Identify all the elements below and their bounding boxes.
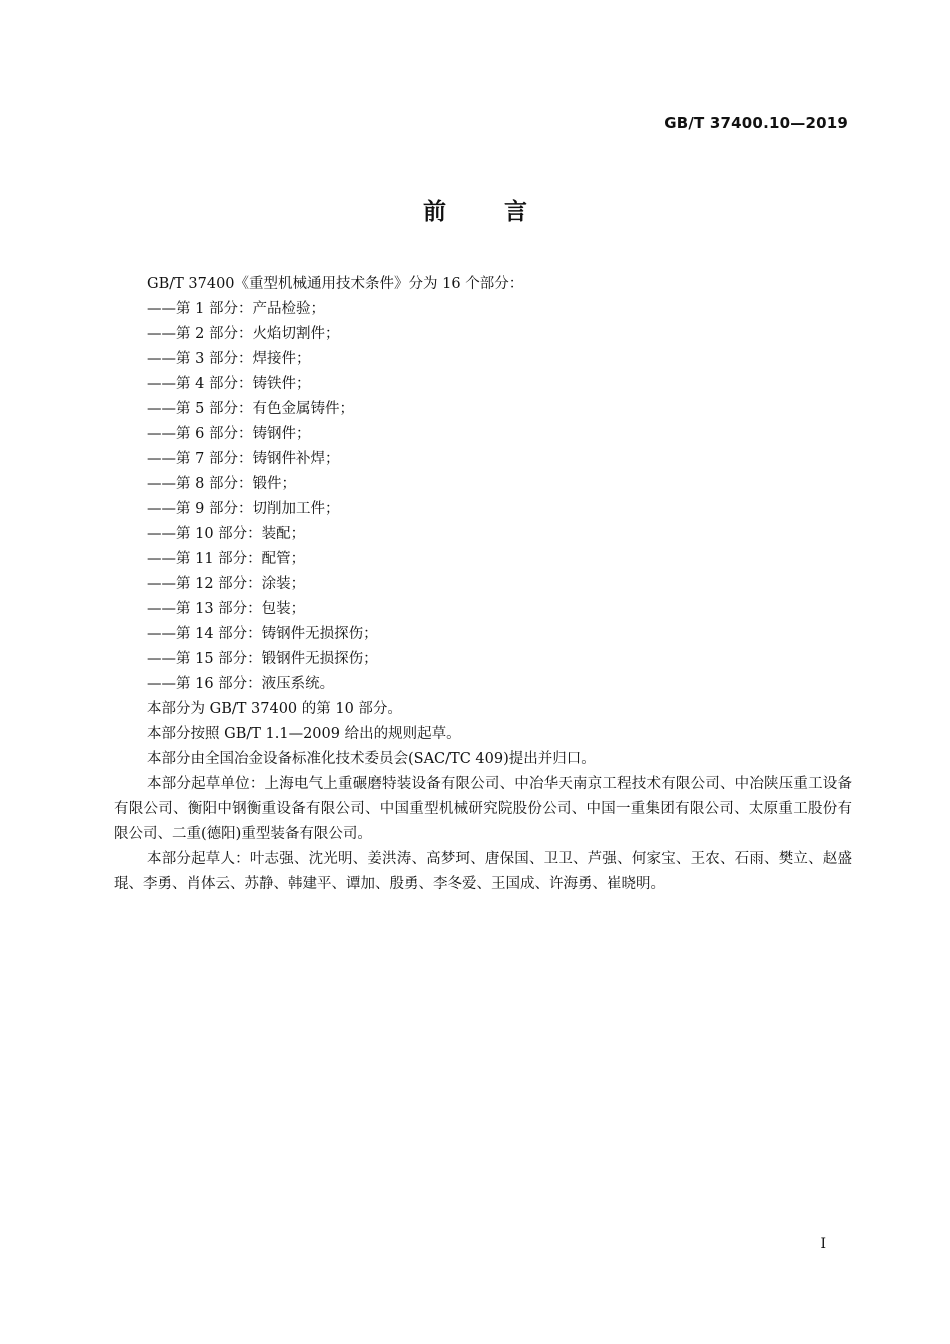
parts-list	[114, 297, 852, 697]
list-item: ——第 16 部分：液压系统。	[147, 676, 335, 692]
list-item: ——第 11 部分：配管；	[147, 551, 306, 567]
list-item: ——第 12 部分：涂装；	[147, 576, 306, 592]
intro-paragraph: GB/T 37400《重型机械通用技术条件》分为 16 个部分：	[147, 276, 524, 292]
list-item: ——第 15 部分：锻钢件无损探伤；	[147, 651, 378, 667]
drafting-units-paragraph: 本部分起草单位：上海电气上重碾磨特装设备有限公司、中冶华天南京工程技术有限公司、中冶陕压重工设备有限公司、衡阳中钢衡重设备有限公司、中国重型机械研究院股份公司、中国一重集团有限公司、太原重工股份有限公司、二重(德阳)重型装备有限公司。	[114, 776, 852, 842]
list-item: ——第 7 部分：铸钢件补焊；	[147, 451, 340, 467]
list-item: ——第 9 部分：切削加工件；	[147, 501, 340, 517]
list-item: ——第 14 部分：铸钢件无损探伤；	[147, 626, 378, 642]
part-of-statement: 本部分为 GB/T 37400 的第 10 部分。	[147, 701, 402, 717]
list-item: ——第 2 部分：火焰切割件；	[147, 326, 340, 342]
list-item: ——第 10 部分：装配；	[147, 526, 306, 542]
proposed-by-statement: 本部分由全国冶金设备标准化技术委员会(SAC/TC 409)提出并归口。	[147, 751, 596, 767]
page-title: 前言	[423, 199, 585, 225]
page-number: I	[820, 1236, 826, 1252]
list-item: ——第 6 部分：铸钢件；	[147, 426, 311, 442]
list-item: ——第 4 部分：铸铁件；	[147, 376, 311, 392]
standard-number: GB/T 37400.10—2019	[664, 114, 848, 132]
list-item: ——第 1 部分：产品检验；	[147, 301, 325, 317]
list-item: ——第 3 部分：焊接件；	[147, 351, 311, 367]
list-item: ——第 8 部分：锻件；	[147, 476, 296, 492]
drafters-paragraph: 本部分起草人：叶志强、沈光明、姜洪涛、高梦珂、唐保国、卫卫、芦强、何家宝、王农、石雨、樊立、赵盛琨、李勇、肖体云、苏静、韩建平、谭加、殷勇、李冬爱、王国成、许海勇、崔晓明。	[114, 851, 852, 892]
list-item: ——第 5 部分：有色金属铸件；	[147, 401, 354, 417]
list-item: ——第 13 部分：包装；	[147, 601, 306, 617]
foreword-body	[114, 272, 852, 897]
drafting-rules-statement: 本部分按照 GB/T 1.1—2009 给出的规则起草。	[147, 726, 461, 742]
